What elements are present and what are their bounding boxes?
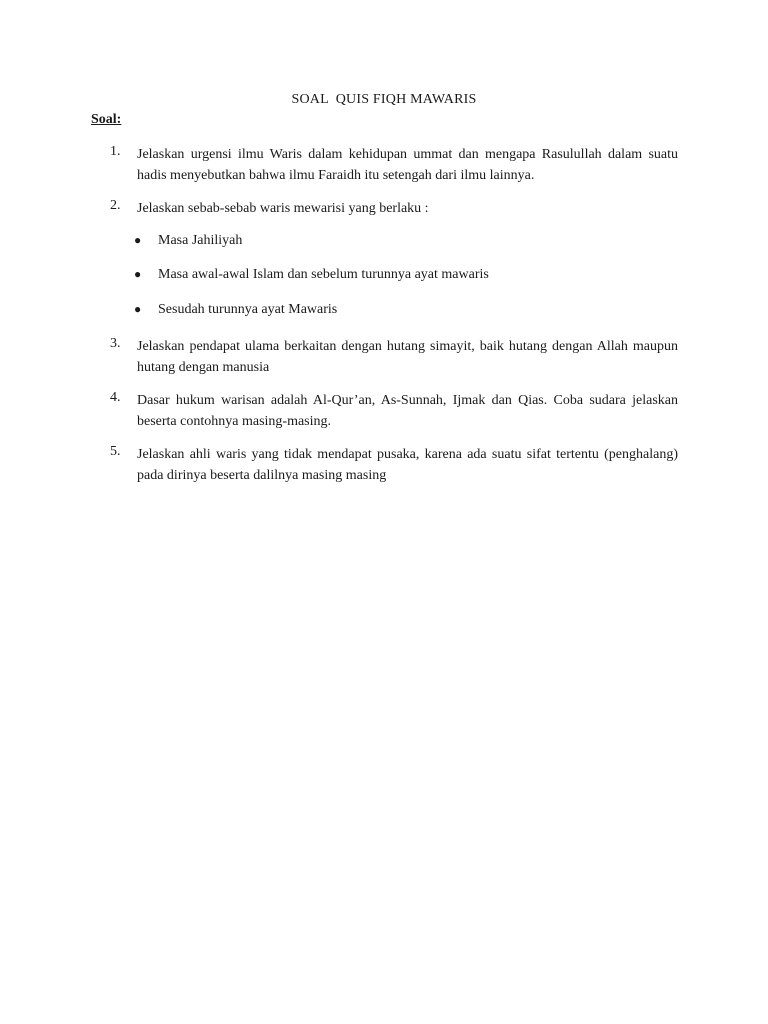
section-label: Soal: bbox=[91, 112, 122, 127]
bullet-text: Masa awal-awal Islam dan sebelum turunnya ayat mawaris bbox=[158, 267, 489, 282]
question-number: 1. bbox=[110, 144, 121, 159]
question-number: 5. bbox=[110, 444, 121, 459]
bullet-text: Sesudah turunnya ayat Mawaris bbox=[158, 302, 338, 317]
question-number: 3. bbox=[110, 336, 121, 351]
question-text: Jelaskan pendapat ulama berkaitan dengan hutang simayit, baik hutang dengan Allah maupun hutang dengan manusia bbox=[137, 339, 678, 375]
question-text: Jelaskan ahli waris yang tidak mendapat pusaka, karena ada suatu sifat tertentu (penghalang) pada dirinya beserta dalilnya masing masing bbox=[137, 447, 678, 483]
bullet-icon: ● bbox=[134, 302, 142, 316]
question-text: Dasar hukum warisan adalah Al-Qur’an, As-Sunnah, Ijmak dan Qias. Coba sudara jelaskan beserta contohnya masing-masing. bbox=[137, 393, 678, 429]
page-title: SOAL QUIS FIQH MAWARIS bbox=[291, 92, 477, 107]
question-number: 4. bbox=[110, 390, 121, 405]
question-number: 2. bbox=[110, 198, 121, 213]
question-text: Jelaskan urgensi ilmu Waris dalam kehidupan ummat dan mengapa Rasulullah dalam suatu hadis menyebutkan bahwa ilmu Faraidh itu setengah dari ilmu lainnya. bbox=[137, 147, 678, 183]
question-text: Jelaskan sebab-sebab waris mewarisi yang berlaku : bbox=[137, 201, 429, 216]
bullet-icon: ● bbox=[134, 267, 142, 281]
bullet-text: Masa Jahiliyah bbox=[158, 233, 243, 248]
bullet-icon: ● bbox=[134, 233, 142, 247]
